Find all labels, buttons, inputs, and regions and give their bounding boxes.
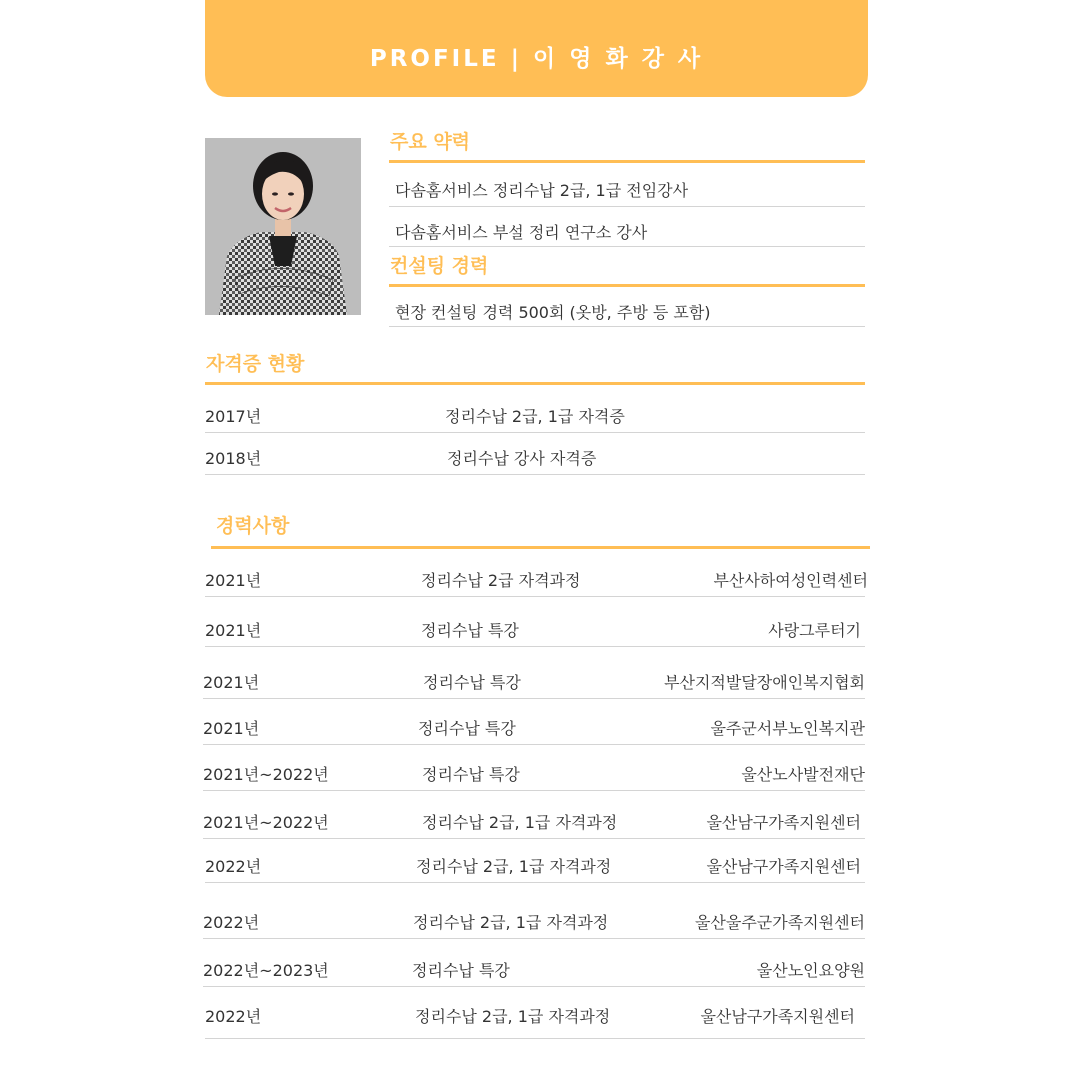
experience-year: 2021년	[203, 719, 260, 738]
table-row	[205, 438, 865, 475]
table-row	[203, 754, 865, 791]
profile-photo	[205, 138, 361, 315]
section-title-certificates: 자격증 현황	[206, 353, 305, 375]
experience-year: 2021년	[203, 673, 260, 692]
experience-year: 2021년	[205, 571, 262, 590]
table-row	[205, 996, 865, 1039]
career-summary-text: 다솜홈서비스 부설 정리 연구소 강사	[395, 223, 648, 242]
experience-year: 2022년	[205, 1007, 262, 1026]
experience-org: 울산남구가족지원센터	[706, 813, 861, 832]
experience-org: 울산노사발전재단	[741, 765, 865, 784]
experience-org: 사랑그루터기	[768, 621, 861, 640]
section-divider	[389, 160, 865, 163]
section-divider	[389, 284, 865, 287]
consulting-text: 현장 컨설팅 경력 500회 (옷방, 주방 등 포함)	[395, 303, 711, 322]
list-item	[389, 292, 865, 327]
section-title-experience: 경력사항	[216, 515, 290, 537]
list-item	[389, 212, 865, 247]
cert-year: 2018년	[205, 449, 262, 468]
experience-course: 정리수납 특강	[418, 719, 516, 738]
experience-org: 부산지적발달장애인복지협회	[664, 673, 865, 692]
table-row	[203, 950, 865, 987]
experience-year: 2022년~2023년	[203, 961, 329, 980]
experience-course: 정리수납 2급, 1급 자격과정	[413, 913, 609, 932]
profile-header-banner	[205, 0, 868, 97]
experience-year: 2021년~2022년	[203, 765, 329, 784]
experience-year: 2022년	[205, 857, 262, 876]
experience-course: 정리수납 2급, 1급 자격과정	[416, 857, 612, 876]
section-title-consulting: 컨설팅 경력	[390, 255, 489, 277]
table-row	[205, 846, 865, 883]
experience-org: 부산사하여성인력센터	[713, 571, 868, 590]
experience-course: 정리수납 특강	[423, 673, 521, 692]
experience-org: 울주군서부노인복지관	[710, 719, 865, 738]
table-row	[203, 902, 865, 939]
career-summary-text: 다솜홈서비스 정리수납 2급, 1급 전임강사	[395, 181, 689, 200]
page-title: PROFILE | 이 영 화 강 사	[369, 46, 704, 72]
experience-course: 정리수납 특강	[422, 765, 520, 784]
section-title-career-summary: 주요 약력	[390, 131, 471, 153]
experience-year: 2021년	[205, 621, 262, 640]
experience-course: 정리수납 특강	[412, 961, 510, 980]
experience-org: 울산남구가족지원센터	[700, 1007, 855, 1026]
cert-year: 2017년	[205, 407, 262, 426]
experience-org: 울산노인요양원	[756, 961, 865, 980]
experience-org: 울산남구가족지원센터	[706, 857, 861, 876]
table-row	[205, 560, 868, 597]
table-row	[205, 396, 865, 433]
experience-course: 정리수납 2급 자격과정	[421, 571, 581, 590]
experience-course: 정리수납 특강	[421, 621, 519, 640]
experience-year: 2022년	[203, 913, 260, 932]
section-divider	[205, 382, 865, 385]
portrait-image	[205, 138, 361, 315]
experience-org: 울산울주군가족지원센터	[694, 913, 865, 932]
table-row	[205, 610, 865, 647]
experience-course: 정리수납 2급, 1급 자격과정	[415, 1007, 611, 1026]
table-row	[203, 802, 865, 839]
cert-name: 정리수납 2급, 1급 자격증	[445, 407, 625, 426]
table-row	[203, 708, 865, 745]
table-row	[203, 662, 865, 699]
cert-name: 정리수납 강사 자격증	[447, 449, 597, 468]
section-divider	[211, 546, 870, 549]
list-item	[389, 170, 865, 207]
experience-year: 2021년~2022년	[203, 813, 329, 832]
experience-course: 정리수납 2급, 1급 자격과정	[422, 813, 618, 832]
